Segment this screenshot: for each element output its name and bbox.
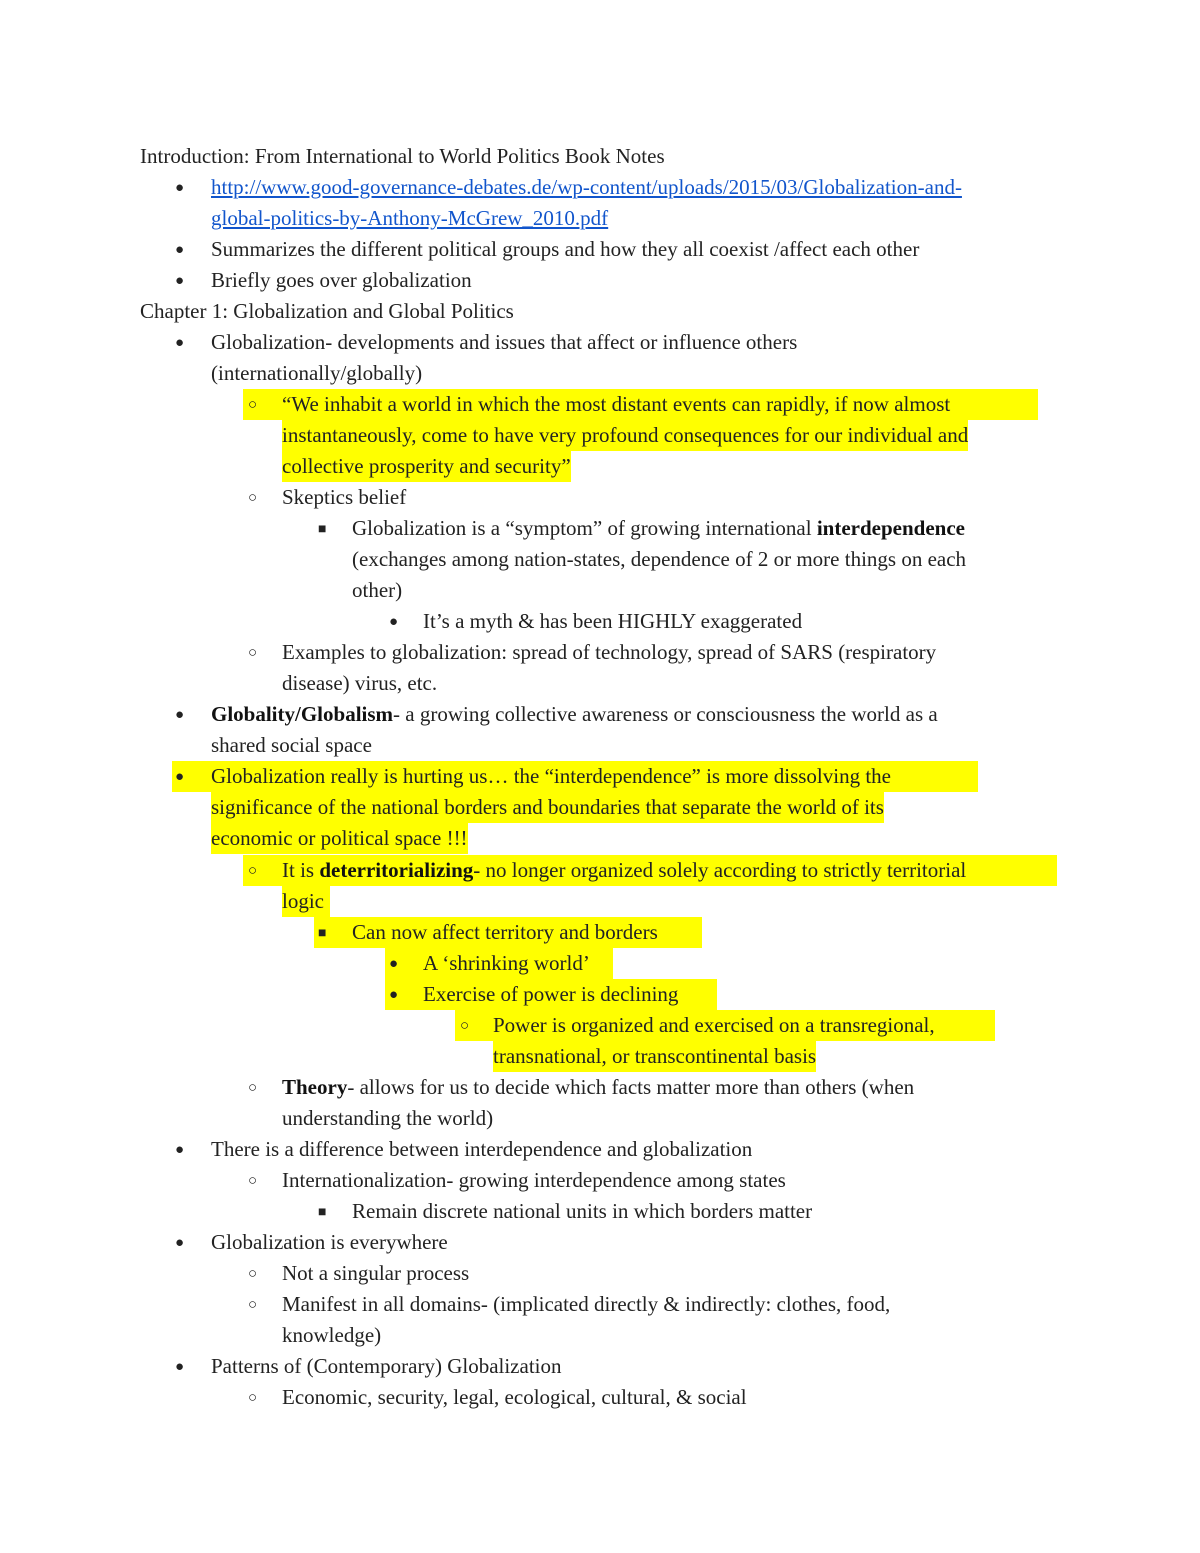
note-line: Patterns of (Contemporary) Globalization: [211, 1354, 562, 1378]
summary-item: Briefly goes over globalization: [211, 268, 472, 292]
bullet-filled-icon: ●: [175, 707, 185, 723]
bullet-filled-icon: ●: [175, 769, 185, 785]
bullet-filled-icon: ●: [175, 1142, 185, 1158]
note-line: It is deterritorializing- no longer organized solely according to strictly territorial: [282, 858, 967, 882]
bullet-filled-icon: ●: [175, 242, 185, 258]
bullet-hollow-icon: ○: [248, 1390, 258, 1406]
note-line: Can now affect territory and borders: [352, 920, 658, 944]
bullet-square-icon: ■: [318, 522, 327, 537]
bullet-filled-icon: ●: [175, 273, 185, 289]
intro-heading: Introduction: From International to World Politics Book Notes: [140, 144, 665, 168]
bullet-hollow-icon: ○: [248, 863, 258, 879]
bullet-filled-icon: ●: [175, 1359, 185, 1375]
note-line: Economic, security, legal, ecological, cultural, & social: [282, 1385, 747, 1409]
note-line: It’s a myth & has been HIGHLY exaggerated: [423, 609, 803, 633]
note-line: Examples to globalization: spread of technology, spread of SARS (respiratory: [282, 640, 937, 664]
note-line: Globalization really is hurting us… the “interdependence” is more dissolving the: [211, 764, 891, 788]
quote-line: instantaneously, come to have very profound consequences for our individual and: [282, 420, 968, 451]
bullet-filled-icon: ●: [389, 987, 399, 1003]
note-line: knowledge): [282, 1323, 382, 1347]
note-line: other): [352, 578, 403, 602]
note-line: logic: [282, 886, 330, 917]
bullet-filled-icon: ●: [175, 1235, 185, 1251]
note-line: Internationalization- growing interdependence among states: [282, 1168, 786, 1192]
note-line: Globalization- developments and issues that affect or influence others: [211, 330, 798, 354]
bullet-filled-icon: ●: [175, 335, 185, 351]
note-line: There is a difference between interdependence and globalization: [211, 1137, 753, 1161]
source-link-line-2[interactable]: global-politics-by-Anthony-McGrew_2010.pdf: [211, 206, 609, 230]
note-line: A ‘shrinking world’: [423, 951, 590, 975]
bullet-hollow-icon: ○: [248, 397, 258, 413]
note-line: Exercise of power is declining: [423, 982, 679, 1006]
source-link-line-1[interactable]: http://www.good-governance-debates.de/wp-content/uploads/2015/03/Globalization-and-: [211, 175, 962, 199]
note-line: Globalization is a “symptom” of growing international interdependence: [352, 516, 965, 540]
bullet-hollow-icon: ○: [248, 1266, 258, 1282]
bullet-hollow-icon: ○: [248, 645, 258, 661]
bullet-filled-icon: ●: [175, 180, 185, 196]
bullet-hollow-icon: ○: [460, 1018, 470, 1034]
bullet-hollow-icon: ○: [248, 1080, 258, 1096]
bullet-hollow-icon: ○: [248, 490, 258, 506]
note-line: Theory- allows for us to decide which facts matter more than others (when: [282, 1075, 915, 1099]
note-line: disease) virus, etc.: [282, 671, 438, 695]
quote-line: “We inhabit a world in which the most distant events can rapidly, if now almost: [282, 392, 951, 416]
note-line: Skeptics belief: [282, 485, 407, 509]
note-line: Remain discrete national units in which borders matter: [352, 1199, 813, 1223]
note-line: (exchanges among nation-states, dependence of 2 or more things on each: [352, 547, 967, 571]
bullet-hollow-icon: ○: [248, 1173, 258, 1189]
note-line: Power is organized and exercised on a transregional,: [493, 1013, 935, 1037]
chapter-heading: Chapter 1: Globalization and Global Politics: [140, 299, 514, 323]
bullet-filled-icon: ●: [389, 614, 399, 630]
note-line: shared social space: [211, 733, 372, 757]
bullet-square-icon: ■: [318, 1205, 327, 1220]
bullet-square-icon: ■: [318, 926, 327, 941]
bullet-filled-icon: ●: [389, 956, 399, 972]
note-line: Not a singular process: [282, 1261, 470, 1285]
summary-item: Summarizes the different political groups and how they all coexist /affect each other: [211, 237, 920, 261]
note-line: (internationally/globally): [211, 361, 423, 385]
note-line: economic or political space !!!: [211, 823, 468, 854]
note-line: Manifest in all domains- (implicated directly & indirectly: clothes, food,: [282, 1292, 891, 1316]
note-line: understanding the world): [282, 1106, 494, 1130]
note-line: Globality/Globalism- a growing collective awareness or consciousness the world as a: [211, 702, 938, 726]
bullet-hollow-icon: ○: [248, 1297, 258, 1313]
note-line: significance of the national borders and boundaries that separate the world of its: [211, 792, 884, 823]
quote-line: collective prosperity and security”: [282, 451, 571, 482]
note-line: Globalization is everywhere: [211, 1230, 448, 1254]
note-line: transnational, or transcontinental basis: [493, 1041, 816, 1072]
